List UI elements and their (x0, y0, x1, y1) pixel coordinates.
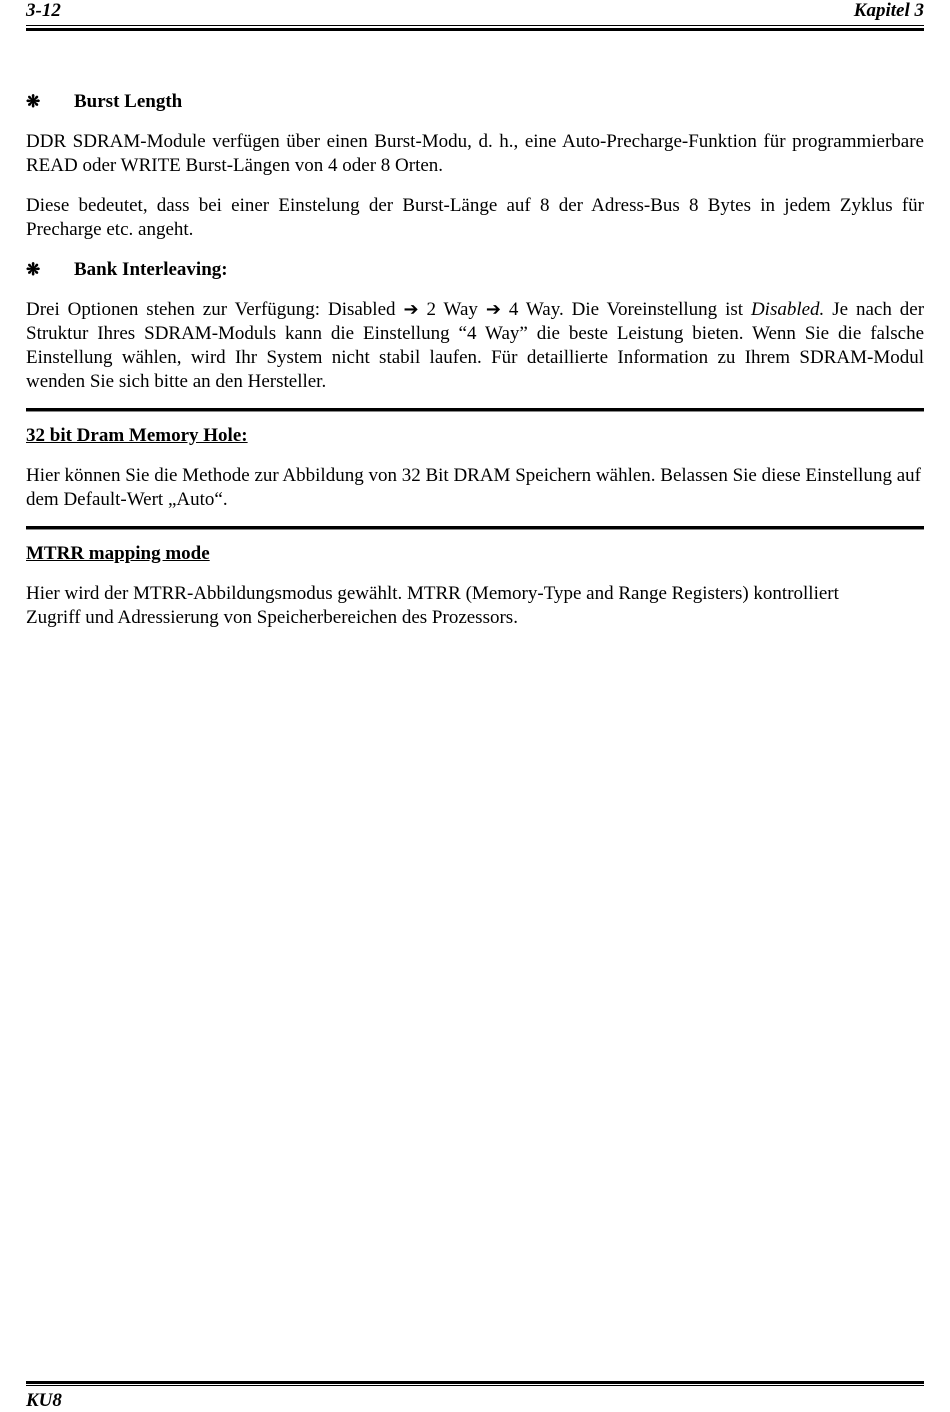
default-value: Disabled. (750, 299, 825, 320)
page-number: 3-12 (26, 0, 61, 21)
burst-length-paragraph-1: DDR SDRAM-Module verfügen über einen Burst-Modu, d. h., eine Auto-Precharge-Funktion für programmierbare READ oder WRITE Burst-Längen von 4 oder 8 Orten. (26, 131, 924, 176)
burst-length-title: Burst Length (74, 91, 183, 112)
memory-hole-paragraph: Hier können Sie die Methode zur Abbildung von 32 Bit DRAM Speichern wählen. Belassen Sie diese Einstellung auf dem Default-Wert „Auto“. (26, 465, 921, 510)
page-footer (26, 1390, 924, 1412)
footer-label: KU8 (26, 1390, 62, 1411)
section-divider (26, 526, 924, 530)
bank-interleaving-title: Bank Interleaving: (74, 259, 228, 280)
page-header (26, 0, 924, 24)
mtrr-paragraph: Hier wird der MTRR-Abbildungsmodus gewählt. MTRR (Memory-Type and Range Registers) kontrolliert Zugriff und Adressierung von Speicherbereichen des Prozessors. (26, 583, 839, 628)
footer-rule (26, 1381, 924, 1387)
right-arrow-icon: ➔ (403, 299, 419, 320)
chapter-title: Kapitel 3 (853, 0, 924, 21)
right-arrow-icon: ➔ (485, 299, 501, 320)
section-divider (26, 408, 924, 412)
option-4-way: 4 Way. Die Voreinstellung ist (508, 299, 744, 320)
asterisk-bullet-icon: ❋ (26, 260, 41, 279)
bank-interleaving-rest: Je nach der Struktur Ihres SDRAM-Moduls kann die Einstellung “4 Way” die beste Leistung bieten. Wenn Sie die falsche Einstellung wählen, wird Ihr System nicht stabil laufen. Für detaillierte Information zu Ihrem SDRAM-Modul wenden Sie sich bitte an den Hersteller. (26, 299, 925, 392)
manual-page (26, 0, 924, 1411)
asterisk-bullet-icon: ❋ (26, 92, 41, 111)
burst-length-paragraph-2: Diese bedeutet, dass bei einer Einstelung der Burst-Länge auf 8 der Adress-Bus 8 Bytes in jedem Zyklus für Precharge etc. angeht. (26, 195, 924, 240)
header-rule (26, 25, 924, 31)
option-2-way: 2 Way (426, 299, 478, 320)
memory-hole-title: 32 bit Dram Memory Hole: (26, 425, 248, 446)
bank-interleaving-intro: Drei Optionen stehen zur Verfügung: Disabled (26, 299, 396, 320)
mtrr-title: MTRR mapping mode (26, 543, 210, 564)
bank-interleaving-paragraph (26, 298, 924, 394)
